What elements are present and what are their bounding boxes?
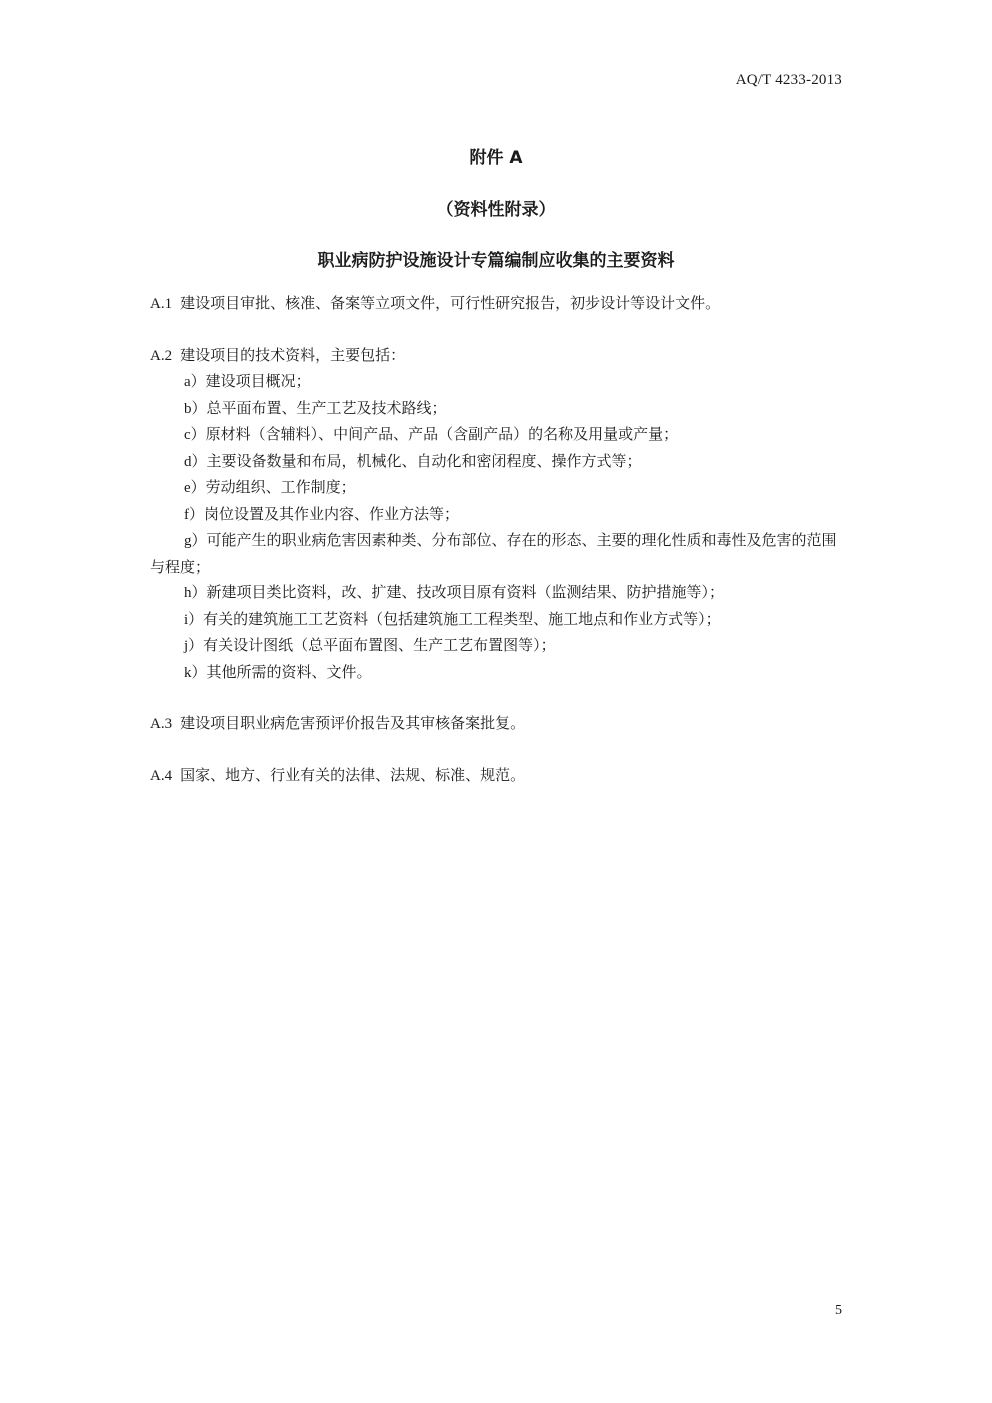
- list-item-e: [150, 475, 844, 502]
- list-item-h: [150, 580, 844, 607]
- clause-number: A.2: [150, 347, 173, 364]
- item-text: ）岗位设置及其作业内容、作业方法等；: [189, 504, 460, 523]
- item-text: ）可能产生的职业病危害因素种类、分布部位、存在的形态、主要的理化性质和毒性及危害的范围与程度；: [150, 531, 837, 576]
- list-item-i: [150, 607, 844, 634]
- clause-a1: [150, 291, 844, 318]
- list-item-d: [150, 449, 844, 476]
- list-item-j: [150, 633, 844, 660]
- list-item-c: [150, 422, 844, 449]
- clause-number: A.4: [150, 767, 173, 784]
- item-text: ）原材料（含辅料）、中间产品、产品（含副产品）的名称及用量或产量；: [190, 425, 679, 443]
- item-letter: f: [184, 506, 189, 523]
- item-text: ）有关的建筑施工工艺资料（包括建筑施工工程类型、施工地点和作业方式等）；: [188, 609, 721, 628]
- clause-number: A.3: [150, 716, 173, 732]
- item-text: ）建设项目概况；: [190, 372, 311, 390]
- annex-title: 附件 A: [469, 148, 523, 168]
- item-letter: h: [184, 585, 192, 601]
- clause-text: 建设项目职业病危害预评价报告及其审核备案批复。: [180, 714, 526, 732]
- item-text: ）新建项目类比资料，改、扩建、技改项目原有资料（监测结果、防护措施等）；: [191, 583, 725, 601]
- page-number: 5: [835, 1303, 842, 1318]
- list-item-k: [150, 660, 844, 687]
- annex-content: [150, 291, 844, 789]
- annex-type: （资料性附录）: [436, 200, 556, 220]
- item-text: ）其他所需的资料、文件。: [191, 662, 372, 681]
- annex-main-title: 职业病防护设施设计专篇编制应收集的主要资料: [317, 251, 675, 271]
- clause-a2: [150, 343, 844, 687]
- item-letter: d: [184, 453, 192, 470]
- item-text: ）总平面布置、生产工艺及技术路线；: [191, 398, 447, 417]
- list-item-a: [150, 369, 844, 396]
- clause-a4: [150, 763, 844, 790]
- standard-number: AQ/T 4233-2013: [735, 72, 842, 88]
- clause-number: A.1: [150, 296, 173, 312]
- item-letter: a: [184, 374, 191, 390]
- item-letter: i: [184, 611, 189, 628]
- clause-a3: [150, 711, 844, 738]
- item-text: ）劳动组织、工作制度；: [190, 478, 356, 496]
- item-text: ）有关设计图纸（总平面布置图、生产工艺布置图等）；: [188, 636, 556, 654]
- list-item-f: [150, 502, 844, 529]
- item-letter: c: [184, 427, 191, 443]
- list-item-b: [150, 396, 844, 423]
- list-item-g: [150, 528, 844, 580]
- item-letter: g: [184, 533, 192, 549]
- item-text: ）主要设备数量和布局，机械化、自动化和密闭程度、操作方式等；: [191, 451, 642, 470]
- clause-text: 建设项目审批、核准、备案等立项文件，可行性研究报告，初步设计等设计文件。: [180, 294, 721, 312]
- clause-text: 国家、地方、行业有关的法律、法规、标准、规范。: [180, 765, 526, 784]
- item-letter: b: [184, 400, 192, 417]
- item-letter: e: [184, 480, 191, 496]
- item-letter: k: [184, 664, 192, 681]
- clause-text: 建设项目的技术资料，主要包括：: [180, 345, 406, 364]
- item-letter: j: [184, 638, 189, 654]
